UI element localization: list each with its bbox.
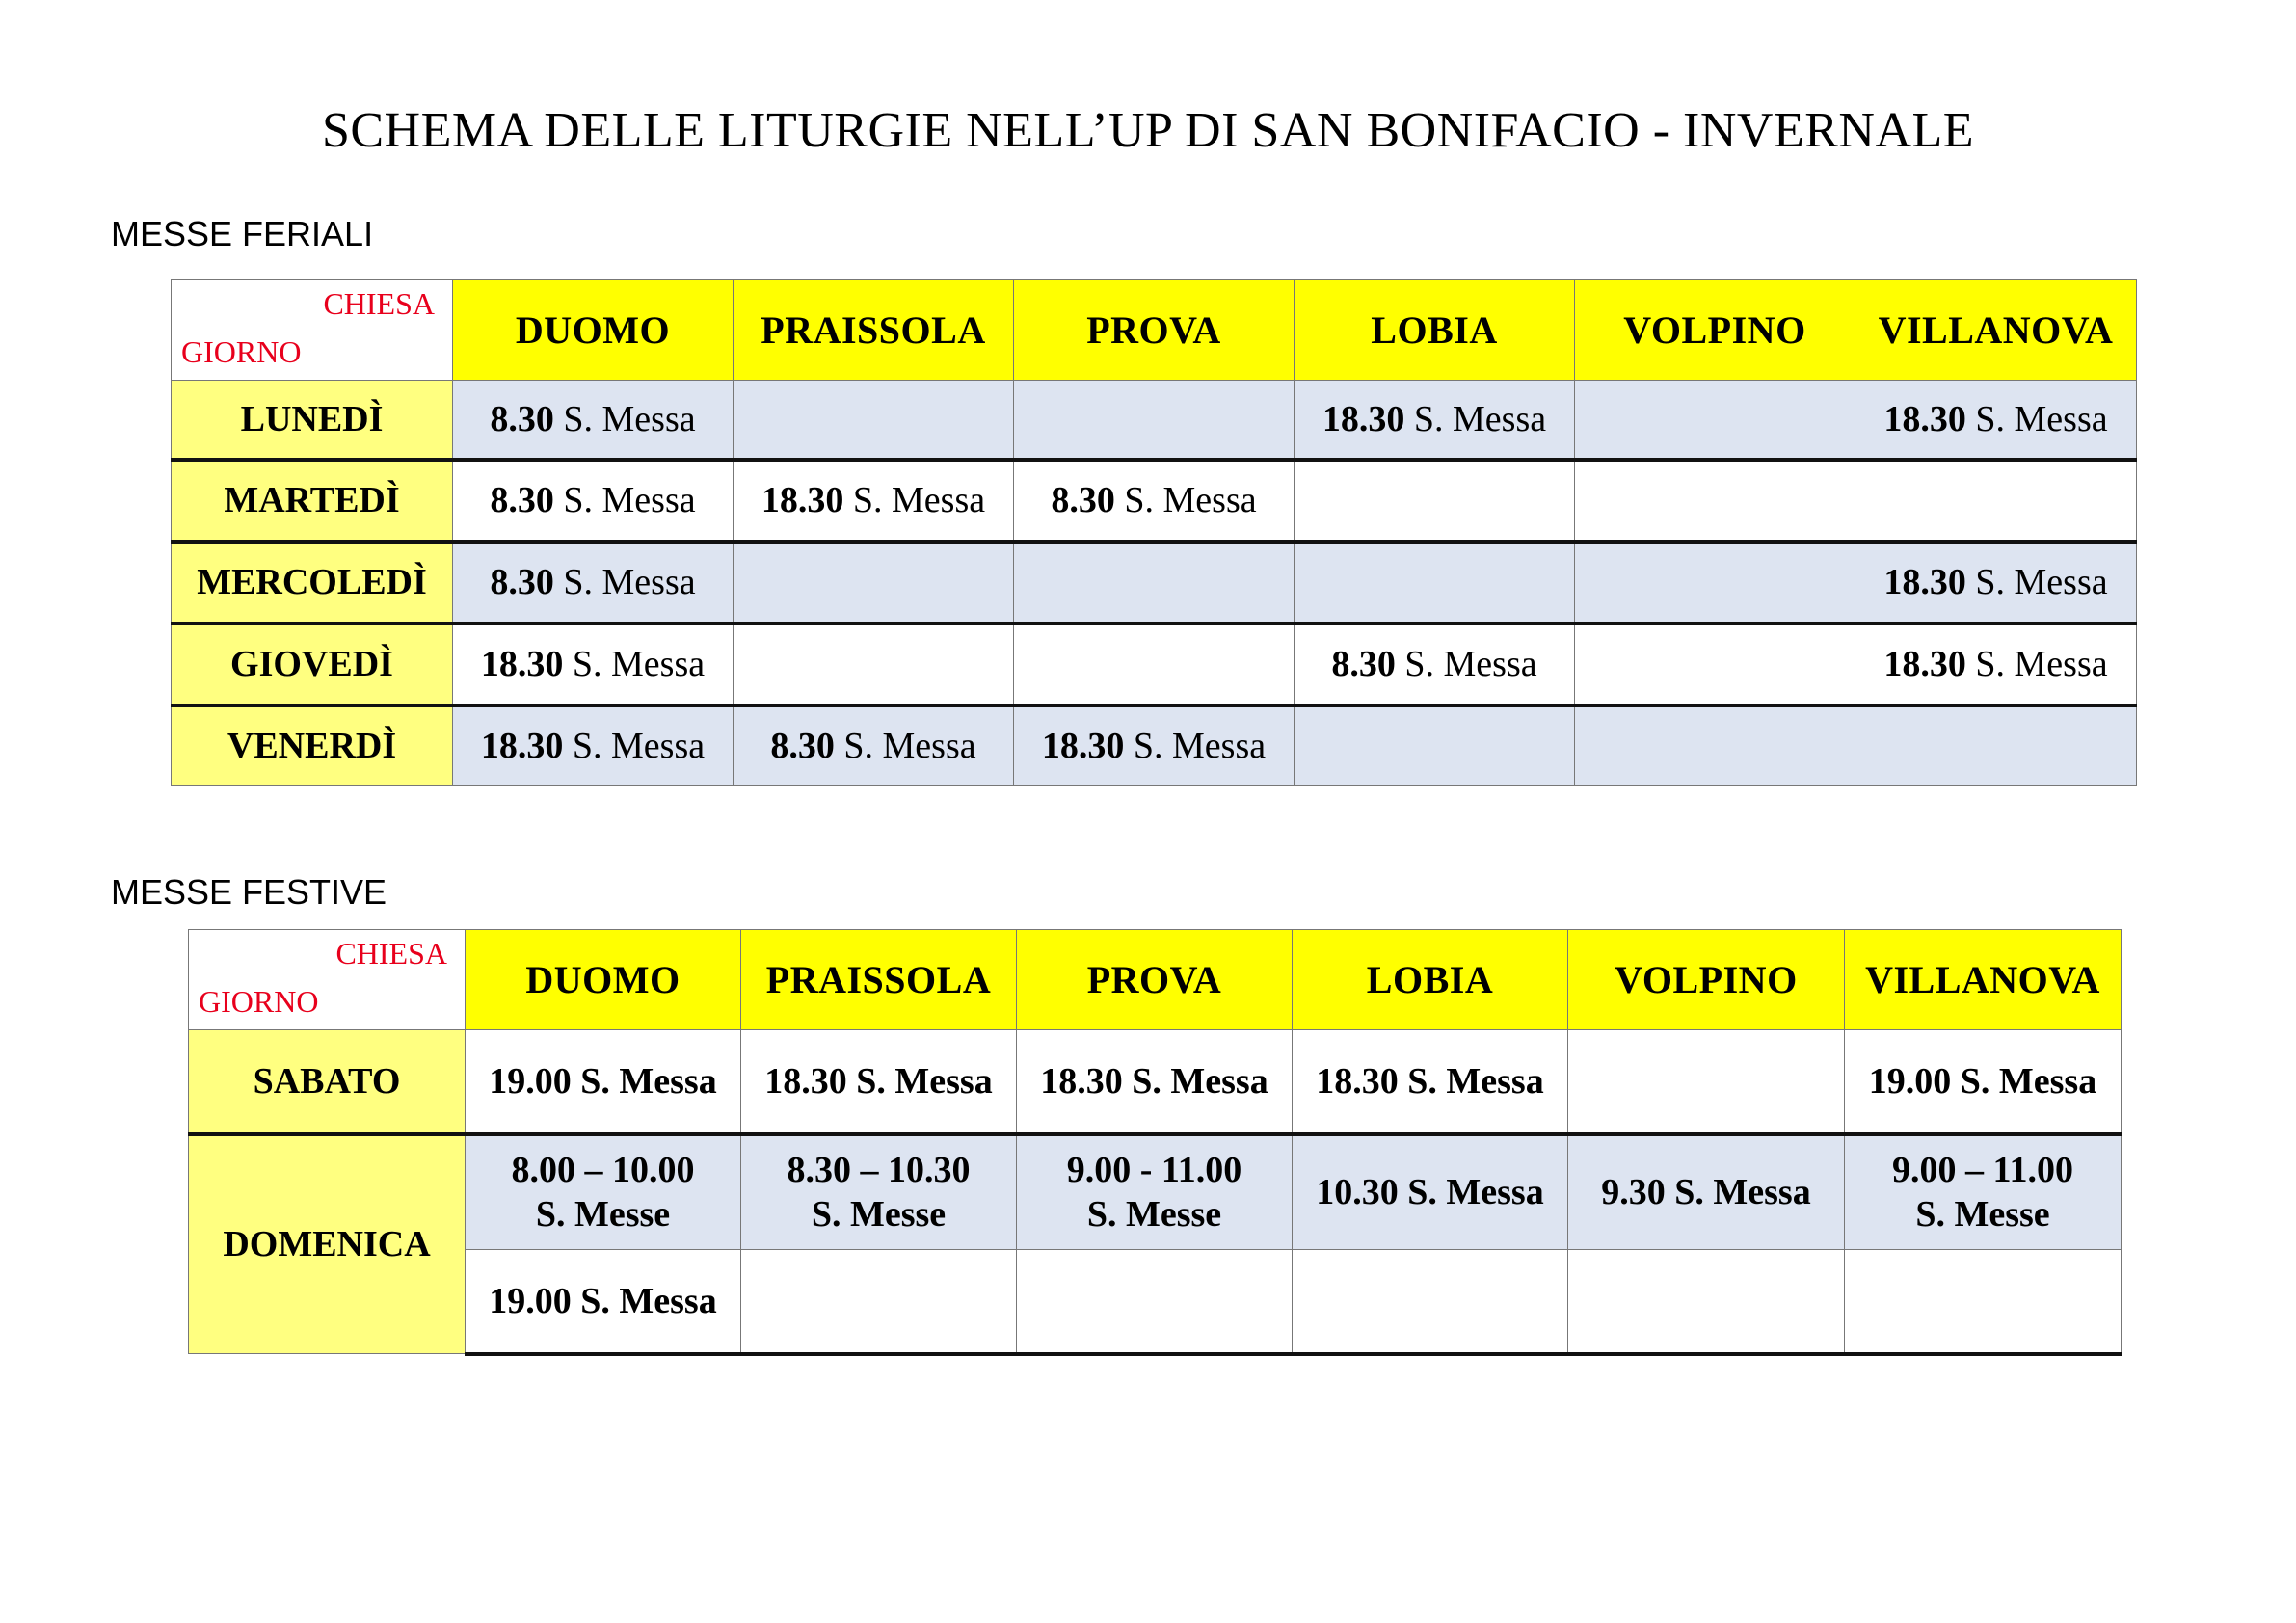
mass-label: S. Messa — [1133, 726, 1267, 767]
header-row — [172, 280, 2137, 381]
row-domenica-morning — [189, 1134, 2122, 1250]
mass-time: 8.30 — [1331, 644, 1396, 684]
corner-church-label: CHIESA — [335, 936, 447, 971]
header-church-lobia: LOBIA — [1293, 930, 1568, 1030]
mass-time: 8.30 — [1051, 480, 1115, 520]
mass-times: 8.30 – 10.30 — [787, 1150, 971, 1191]
schedule-cell — [1575, 381, 1855, 460]
header-church-prova: PROVA — [1014, 280, 1295, 381]
mass-label: S. Messa — [563, 562, 696, 602]
schedule-cell — [453, 381, 734, 460]
corner-church-label: CHIESA — [323, 286, 435, 321]
mass-time: 18.30 — [1041, 726, 1125, 767]
mass-label: S. Messe — [535, 1194, 671, 1236]
corner-cell — [189, 930, 466, 1030]
schedule-cell — [1293, 1134, 1568, 1250]
header-church-villanova: VILLANOVA — [1855, 280, 2137, 381]
mass-time: 8.30 — [490, 562, 554, 602]
schedule-cell — [1295, 460, 1575, 542]
corner-day-label: GIORNO — [181, 334, 302, 369]
day-label: MARTEDÌ — [172, 460, 453, 542]
mass-label: S. Messa — [572, 644, 706, 684]
row-lunedi — [172, 381, 2137, 460]
corner-day-label: GIORNO — [199, 984, 319, 1019]
mass-label: S. Messa — [1975, 398, 2108, 439]
schedule-cell — [734, 381, 1014, 460]
mass-label: S. Messa — [852, 480, 986, 520]
schedule-cell: 19.00 S. Messa — [466, 1250, 741, 1354]
schedule-cell — [734, 705, 1014, 786]
mass-time: 18.30 — [1883, 562, 1966, 602]
schedule-cell — [1295, 624, 1575, 705]
schedule-cell — [1855, 624, 2137, 705]
schedule-cell — [741, 1134, 1017, 1250]
schedule-cell — [453, 542, 734, 624]
schedule-cell: 18.30 S. Messa — [741, 1030, 1017, 1134]
schedule-cell — [734, 542, 1014, 624]
schedule-cell — [1855, 381, 2137, 460]
mass-label: S. Messa — [563, 398, 696, 439]
schedule-cell — [1295, 705, 1575, 786]
schedule-cell — [734, 624, 1014, 705]
mass-time: 8.30 — [770, 726, 835, 767]
schedule-cell — [1575, 624, 1855, 705]
row-mercoledi — [172, 542, 2137, 624]
row-martedi — [172, 460, 2137, 542]
mass-time: 18.30 — [480, 644, 564, 684]
mass-label: S. Messa — [1413, 398, 1547, 439]
mass-times: 10.30 S. Messa — [1316, 1172, 1544, 1213]
row-giovedi — [172, 624, 2137, 705]
schedule-cell: 18.30 S. Messa — [1017, 1030, 1293, 1134]
schedule-cell — [1568, 1134, 1845, 1250]
mass-label: S. Messa — [843, 726, 976, 767]
schedule-cell — [1575, 460, 1855, 542]
mass-label: S. Messe — [811, 1194, 947, 1236]
mass-time: 18.30 — [1883, 398, 1966, 439]
mass-time: 8.30 — [490, 398, 554, 439]
header-church-prova: PROVA — [1017, 930, 1293, 1030]
mass-label: S. Messa — [1124, 480, 1257, 520]
day-label: SABATO — [189, 1030, 466, 1134]
festive-table — [188, 929, 2122, 1356]
mass-times: 9.00 - 11.00 — [1066, 1150, 1242, 1191]
day-label: DOMENICA — [189, 1134, 466, 1354]
schedule-cell — [1575, 705, 1855, 786]
schedule-cell — [1855, 542, 2137, 624]
schedule-cell — [1014, 705, 1295, 786]
header-church-volpino: VOLPINO — [1575, 280, 1855, 381]
mass-label: S. Messa — [1404, 644, 1537, 684]
mass-time: 18.30 — [761, 480, 844, 520]
mass-time: 8.30 — [490, 480, 554, 520]
header-row — [189, 930, 2122, 1030]
day-label: MERCOLEDÌ — [172, 542, 453, 624]
mass-times: 8.00 – 10.00 — [511, 1150, 695, 1191]
schedule-cell — [1293, 1250, 1568, 1354]
schedule-cell — [1295, 381, 1575, 460]
header-church-volpino: VOLPINO — [1568, 930, 1845, 1030]
schedule-cell — [1845, 1134, 2122, 1250]
header-church-duomo: DUOMO — [466, 930, 741, 1030]
header-church-praissola: PRAISSOLA — [741, 930, 1017, 1030]
header-church-duomo: DUOMO — [453, 280, 734, 381]
schedule-cell — [734, 460, 1014, 542]
schedule-cell — [741, 1250, 1017, 1354]
mass-time: 18.30 — [1883, 644, 1966, 684]
schedule-cell — [453, 624, 734, 705]
row-venerdi — [172, 705, 2137, 786]
page-title: SCHEMA DELLE LITURGIE NELL’UP DI SAN BONIFACIO - INVERNALE — [321, 103, 1975, 158]
schedule-cell — [1017, 1134, 1293, 1250]
day-label: VENERDÌ — [172, 705, 453, 786]
schedule-cell — [466, 1134, 741, 1250]
section-title-festive: MESSE FESTIVE — [111, 872, 387, 912]
mass-label: S. Messa — [563, 480, 696, 520]
schedule-cell — [1295, 542, 1575, 624]
day-label: GIOVEDÌ — [172, 624, 453, 705]
schedule-cell: 19.00 S. Messa — [466, 1030, 741, 1134]
header-church-praissola: PRAISSOLA — [734, 280, 1014, 381]
section-title-feriali: MESSE FERIALI — [111, 214, 374, 253]
schedule-cell — [1855, 705, 2137, 786]
mass-label: S. Messa — [572, 726, 706, 767]
schedule-cell — [1014, 624, 1295, 705]
header-church-villanova: VILLANOVA — [1845, 930, 2122, 1030]
mass-times: 9.00 – 11.00 — [1892, 1150, 2073, 1191]
mass-label: S. Messa — [1975, 644, 2108, 684]
schedule-cell — [453, 705, 734, 786]
day-label: LUNEDÌ — [172, 381, 453, 460]
row-domenica-evening — [189, 1250, 2122, 1354]
schedule-cell — [1845, 1250, 2122, 1354]
header-church-lobia: LOBIA — [1295, 280, 1575, 381]
mass-time: 18.30 — [1322, 398, 1405, 439]
schedule-cell: 19.00 S. Messa — [1845, 1030, 2122, 1134]
schedule-cell — [1017, 1250, 1293, 1354]
mass-label: S. Messe — [1086, 1194, 1222, 1236]
feriali-table — [171, 279, 2137, 786]
schedule-cell — [453, 460, 734, 542]
corner-cell — [172, 280, 453, 381]
schedule-cell — [1568, 1250, 1845, 1354]
schedule-cell — [1568, 1030, 1845, 1134]
schedule-cell — [1014, 381, 1295, 460]
row-sabato — [189, 1030, 2122, 1134]
schedule-cell: 18.30 S. Messa — [1293, 1030, 1568, 1134]
mass-label: S. Messe — [1915, 1194, 2050, 1236]
mass-time: 18.30 — [480, 726, 564, 767]
mass-times: 9.30 S. Messa — [1601, 1172, 1811, 1213]
mass-label: S. Messa — [1975, 562, 2108, 602]
schedule-cell — [1014, 542, 1295, 624]
schedule-cell — [1014, 460, 1295, 542]
schedule-cell — [1575, 542, 1855, 624]
schedule-cell — [1855, 460, 2137, 542]
